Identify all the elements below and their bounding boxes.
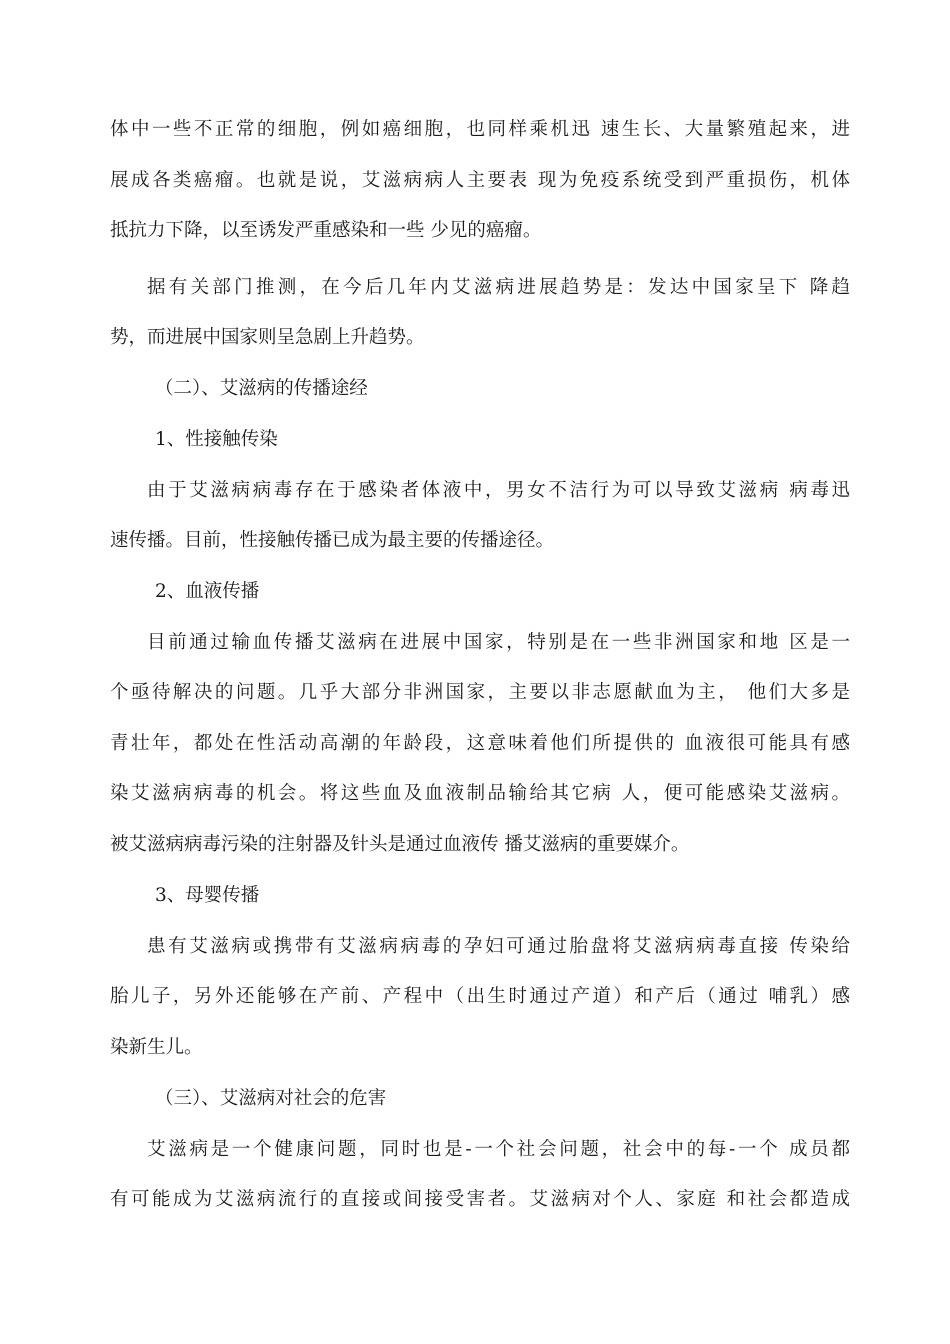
subsection-heading: 2、血液传播 [155,581,260,602]
text-line: 势，而进展中国家则呈急剧上升趋势。 [110,327,425,348]
text-line: 胎儿子，另外还能够在产前、产程中（出生时通过产道）和产后（通过 哺乳）感 [110,986,850,1007]
text-line: 艾滋病是一个健康问题，同时也是-一个社会问题，社会中的每-一个 成员都 [147,1139,850,1160]
text-line: 抵抗力下降，以至诱发严重感染和一些 少见的癌瘤。 [110,220,542,241]
text-line: 青壮年，都处在性活动高潮的年龄段，这意味着他们所提供的 血液很可能具有感 [110,733,850,754]
text-line: 患有艾滋病或携带有艾滋病病毒的孕妇可通过胎盘将艾滋病病毒直接 传染给 [147,936,850,957]
subsection-heading: 1、性接触传染 [155,429,278,450]
text-line: 速传播。目前，性接触传播已成为最主要的传播途径。 [110,530,555,551]
text-line: 染新生儿。 [110,1037,203,1058]
text-line: 被艾滋病病毒污染的注射器及针头是通过血液传 播艾滋病的重要媒介。 [110,834,690,855]
text-line: 目前通过输血传播艾滋病在进展中国家，特别是在一些非洲国家和地 区是一 [147,632,850,653]
text-line: 展成各类癌瘤。也就是说，艾滋病病人主要表 现为免疫系统受到严重损伤，机体 [110,170,850,191]
text-line: 个亟待解决的问题。几乎大部分非洲国家，主要以非志愿献血为主， 他们大多是 [110,682,850,703]
text-line: 有可能成为艾滋病流行的直接或间接受害者。艾滋病对个人、家庭 和社会都造成 [110,1189,850,1210]
text-line: 由于艾滋病病毒存在于感染者体液中，男女不洁行为可以导致艾滋病 病毒迅 [147,480,850,501]
text-line: 体中一些不正常的细胞，例如癌细胞，也同样乘机迅 速生长、大量繁殖起来，进 [110,119,850,140]
section-heading: （二）、艾滋病的传播途经 [155,378,368,399]
text-line: 染艾滋病病毒的机会。将这些血及血液制品输给其它病 人，便可能感染艾滋病。 [110,783,850,804]
section-heading: （三）、艾滋病对社会的危害 [155,1088,387,1109]
text-line: 据有关部门推测，在今后几年内艾滋病进展趋势是：发达中国家呈下 降趋 [147,277,850,298]
subsection-heading: 3、母婴传播 [155,885,260,906]
